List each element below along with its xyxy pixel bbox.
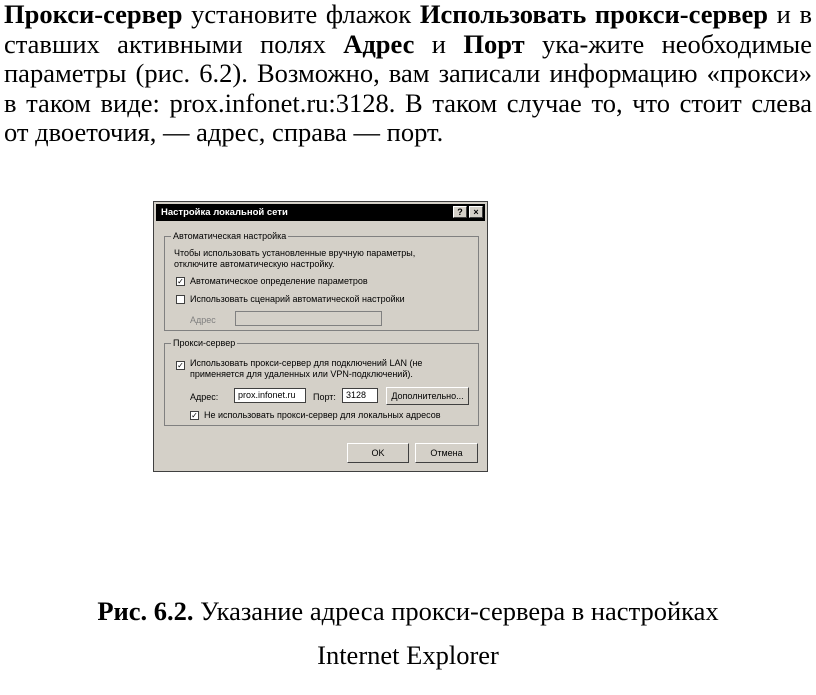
- cancel-button[interactable]: Отмена: [415, 443, 478, 463]
- proxy-address-input[interactable]: prox.infonet.ru: [234, 388, 306, 403]
- proxy-address-label: Адрес:: [190, 392, 219, 402]
- dialog-titlebar: [156, 204, 485, 221]
- lan-settings-dialog: [153, 201, 488, 472]
- proxy-port-input[interactable]: 3128: [342, 388, 378, 403]
- use-proxy-checkbox[interactable]: ✓: [177, 361, 184, 370]
- auto-detect-label: Автоматическое определение параметров: [190, 276, 368, 286]
- term-port: Порт: [463, 28, 525, 59]
- auto-config-title: Автоматическая настройка: [173, 231, 287, 241]
- para-text-2: и в ставших активными полях: [4, 0, 813, 59]
- proxy-port-label: Порт:: [313, 392, 336, 402]
- body-paragraph: [4, 0, 812, 148]
- auto-config-desc-1: Чтобы использовать установленные вручную параметры,: [174, 248, 416, 258]
- auto-config-group: [164, 231, 479, 331]
- advanced-button[interactable]: Дополнительно...: [386, 387, 469, 405]
- dialog-title: Настройка локальной сети: [161, 207, 288, 218]
- figure-caption-line-1: [0, 596, 816, 626]
- term-use-proxy: Использовать прокси-сервер: [419, 0, 769, 29]
- para-text-3: и: [414, 28, 464, 59]
- auto-script-label: Использовать сценарий автоматической настройки: [190, 294, 405, 304]
- close-button[interactable]: ×: [469, 206, 483, 218]
- proxy-server-group: [164, 338, 479, 426]
- ok-button[interactable]: OK: [347, 443, 409, 463]
- para-text-1: установите флажок: [182, 0, 420, 29]
- bypass-local-label: Не использовать прокси-сервер для локальных адресов: [204, 410, 441, 420]
- figure-caption-line-2: Internet Explorer: [317, 640, 499, 670]
- auto-config-desc-2: отключите автоматическую настройку.: [174, 259, 335, 269]
- use-proxy-label-1: Использовать прокси-сервер для подключений LAN (не: [190, 358, 423, 368]
- bypass-local-checkbox[interactable]: ✓: [191, 411, 198, 420]
- term-address: Адрес: [343, 28, 415, 59]
- term-proxy-server: Прокси-сервер: [4, 0, 183, 29]
- help-button[interactable]: ?: [453, 206, 467, 218]
- auto-script-checkbox[interactable]: [176, 295, 185, 304]
- para-text-4: ука-жите необходимые параметры (рис. 6.2). Возможно, вам записали информацию «прокси» в таком виде: prox.infonet.ru:3128. В таком случае то, что стоит слева от двоеточия, — адрес, справа — порт.: [4, 28, 812, 147]
- script-address-label: Адрес: [190, 315, 216, 325]
- caption-text-1: Указание адреса прокси-сервера в настройках: [193, 596, 719, 626]
- proxy-server-title: Прокси-сервер: [173, 338, 236, 348]
- use-proxy-label-2: применяется для удаленных или VPN-подключений).: [190, 369, 413, 379]
- caption-figure-number: Рис. 6.2.: [97, 596, 194, 626]
- script-address-field[interactable]: [235, 311, 382, 326]
- auto-detect-checkbox[interactable]: ✓: [177, 277, 184, 286]
